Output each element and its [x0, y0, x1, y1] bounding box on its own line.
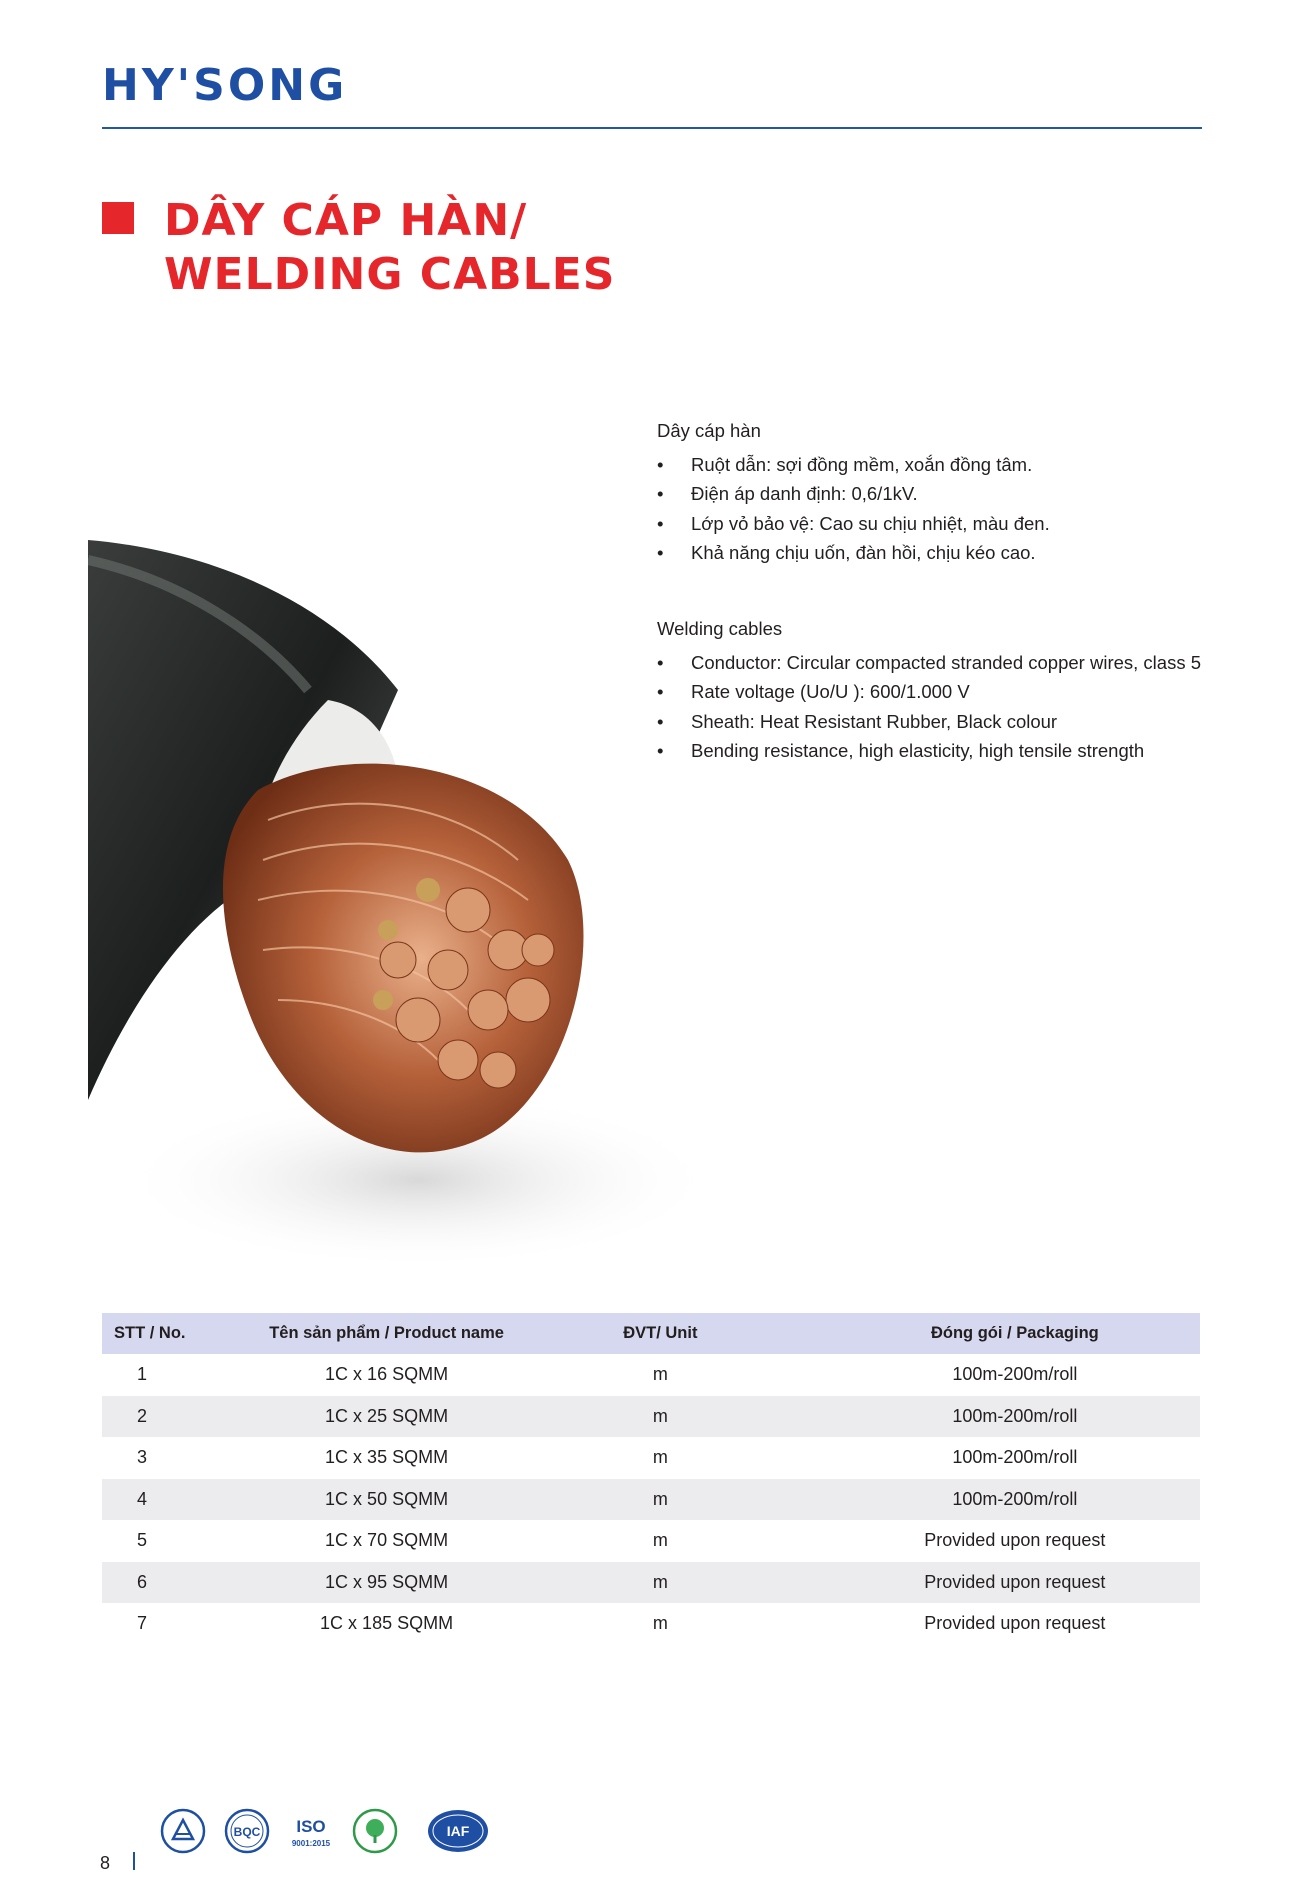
cell-packaging: 100m-200m/roll [952, 1447, 1078, 1468]
footer-divider [133, 1852, 135, 1870]
bqc-icon [224, 1808, 270, 1854]
col-header-unit: ĐVT/ Unit [551, 1313, 770, 1354]
cell-product: 1C x 95 SQMM [222, 1562, 551, 1604]
table-header-row [102, 1313, 1200, 1354]
title-line-1: DÂY CÁP HÀN/ [164, 195, 528, 246]
cell-packaging: 100m-200m/roll [952, 1364, 1078, 1385]
table-row [102, 1603, 1200, 1645]
cell-unit: m [652, 1364, 668, 1385]
spec-en-item: • Conductor: Circular compacted stranded copper wires, class 5 [657, 648, 1201, 678]
col-header-product: Tên sản phẩm / Product name [222, 1313, 551, 1354]
cell-no: 4 [102, 1479, 222, 1521]
spec-vi-heading: Dây cáp hàn [657, 420, 761, 441]
cell-no: 3 [137, 1447, 148, 1468]
cell-unit: m [652, 1530, 668, 1551]
spec-vi-item: • Khả năng chịu uốn, đàn hồi, chịu kéo cao. [657, 538, 1050, 568]
page-title [164, 194, 615, 302]
spec-english [657, 614, 1201, 766]
cell-unit: m [551, 1562, 770, 1604]
title-marker [102, 202, 134, 234]
cell-unit: m [652, 1613, 668, 1634]
boa-accreditation-icon [160, 1808, 206, 1854]
iso-14001-icon [352, 1808, 398, 1854]
cell-packaging: Provided upon request [770, 1562, 1200, 1604]
header-divider [102, 127, 1202, 129]
cell-no: 1 [137, 1364, 148, 1385]
cell-packaging: 100m-200m/roll [770, 1396, 1200, 1438]
iso-9001-icon [288, 1808, 334, 1854]
brand-logo: HY'SONG [102, 60, 348, 111]
cell-no: 2 [102, 1396, 222, 1438]
col-header-no: STT / No. [102, 1313, 222, 1354]
cell-packaging: Provided upon request [924, 1530, 1106, 1551]
cell-product: 1C x 35 SQMM [325, 1447, 449, 1468]
cell-no: 6 [102, 1562, 222, 1604]
iaf-icon [426, 1808, 490, 1854]
table-row [102, 1354, 1200, 1396]
table-row [102, 1562, 1200, 1604]
cell-product: 1C x 16 SQMM [325, 1364, 449, 1385]
table-row [102, 1437, 1200, 1479]
cell-product: 1C x 25 SQMM [222, 1396, 551, 1438]
cell-unit: m [551, 1479, 770, 1521]
cell-product: 1C x 185 SQMM [320, 1613, 454, 1634]
table-row [102, 1396, 1200, 1438]
cell-product: 1C x 50 SQMM [222, 1479, 551, 1521]
table-row [102, 1479, 1200, 1521]
spec-en-item: • Sheath: Heat Resistant Rubber, Black colour [657, 707, 1201, 737]
page-number: 8 [100, 1853, 111, 1873]
product-table [102, 1313, 1200, 1645]
col-header-packaging: Đóng gói / Packaging [770, 1313, 1200, 1354]
spec-vi-item: • Lớp vỏ bảo vệ: Cao su chịu nhiệt, màu đen. [657, 509, 1050, 539]
spec-en-item: • Bending resistance, high elasticity, high tensile strength [657, 736, 1201, 766]
iso-label: ISO [296, 1817, 326, 1836]
spec-vi-item: • Ruột dẫn: sợi đồng mềm, xoắn đồng tâm. [657, 450, 1050, 480]
spec-vietnamese [657, 416, 1050, 568]
cell-product: 1C x 70 SQMM [325, 1530, 449, 1551]
bqc-label: BQC [233, 1825, 261, 1839]
title-line-2: WELDING CABLES [164, 249, 616, 300]
spec-vi-item: • Điện áp danh định: 0,6/1kV. [657, 479, 1050, 509]
table-row [102, 1520, 1200, 1562]
iso-9001-label: 9001:2015 [291, 1839, 331, 1848]
cell-unit: m [551, 1396, 770, 1438]
cell-unit: m [652, 1447, 668, 1468]
spec-en-item: • Rate voltage (Uo/U ): 600/1.000 V [657, 677, 1201, 707]
cell-no: 5 [137, 1530, 148, 1551]
cell-packaging: Provided upon request [924, 1613, 1106, 1634]
spec-en-heading: Welding cables [657, 618, 783, 639]
cell-packaging: 100m-200m/roll [770, 1479, 1200, 1521]
iaf-label: IAF [446, 1823, 470, 1839]
cell-no: 7 [137, 1613, 148, 1634]
